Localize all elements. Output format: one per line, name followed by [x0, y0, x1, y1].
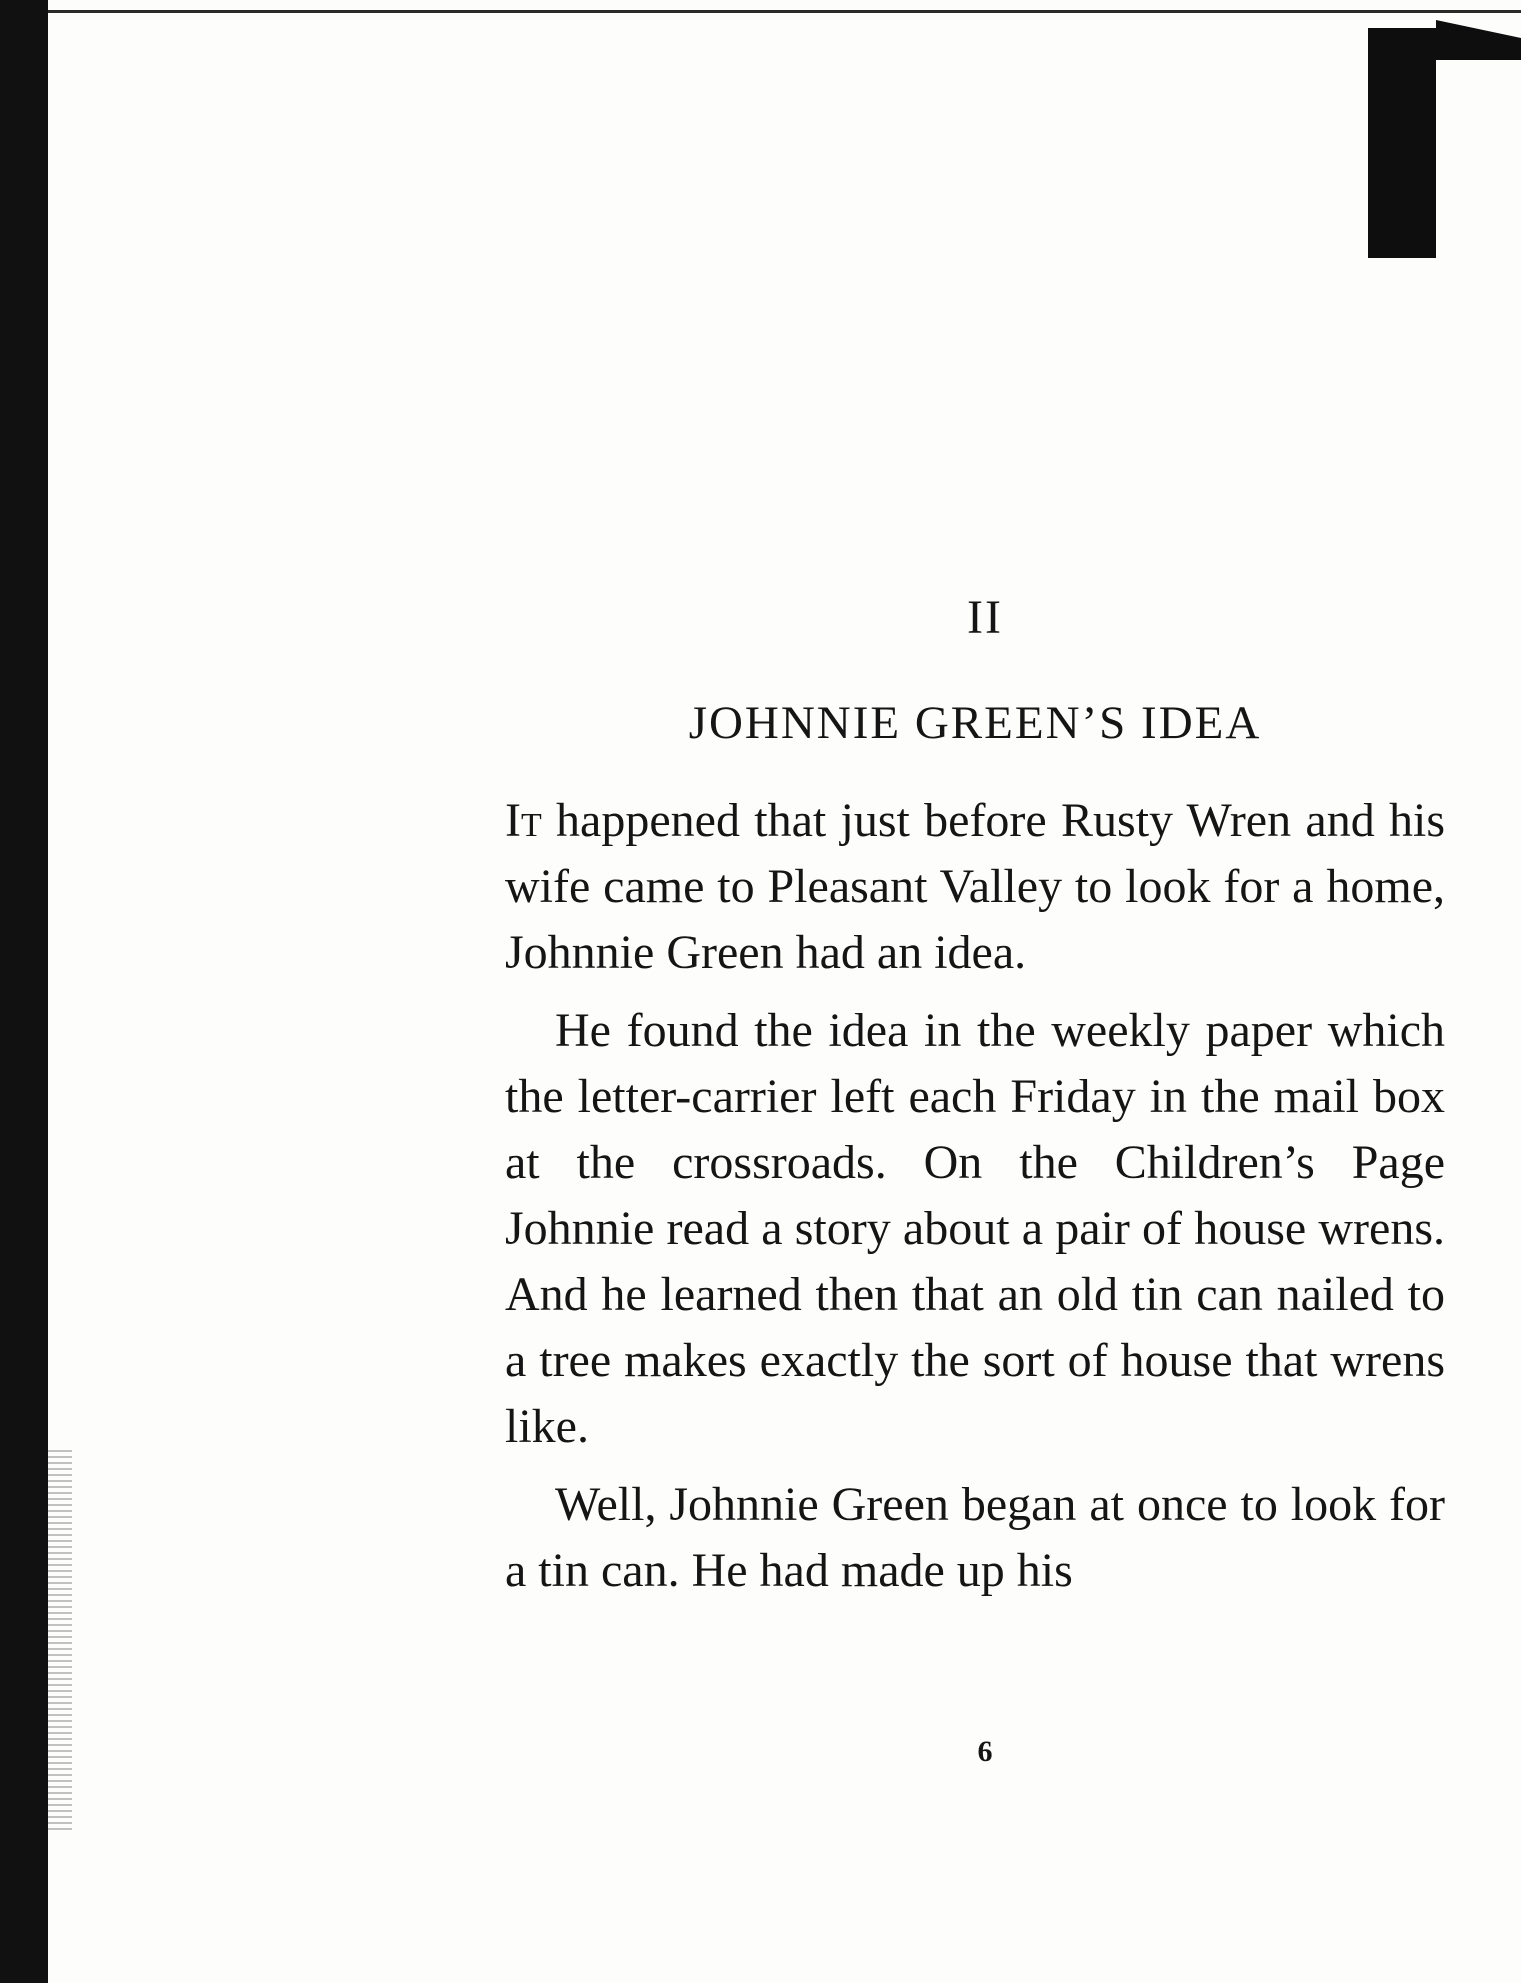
scan-top-edge: [48, 10, 1521, 13]
paragraph-text: happened that just before Rusty Wren and his wife came to Pleasant Valley to look for a home, Johnnie Green had an idea.: [505, 794, 1445, 979]
paragraph: [505, 788, 1445, 986]
paragraph: Well, Johnnie Green began at once to look for a tin can. He had made up his: [505, 1478, 1445, 1597]
page-number: 6: [977, 1735, 993, 1768]
body-text: [505, 788, 1445, 1616]
paragraph: He found the idea in the weekly paper which the letter-carrier left each Friday in the mail box at the crossroads. On the Children’s Page Johnnie read a story about a pair of house wrens. And he learned then that an old tin can nailed to a tree makes exactly the sort of house that wrens like.: [505, 1004, 1445, 1453]
paragraph-lead-word: It: [505, 794, 542, 847]
scan-noise: [48, 1450, 72, 1830]
scan-binding-edge: [0, 0, 48, 1983]
chapter-number: II: [967, 591, 1003, 644]
chapter-title: JOHNNIE GREEN’S IDEA: [688, 697, 1262, 749]
scan-corner-flap: [1436, 20, 1521, 60]
scan-corner-shadow: [1368, 28, 1436, 258]
